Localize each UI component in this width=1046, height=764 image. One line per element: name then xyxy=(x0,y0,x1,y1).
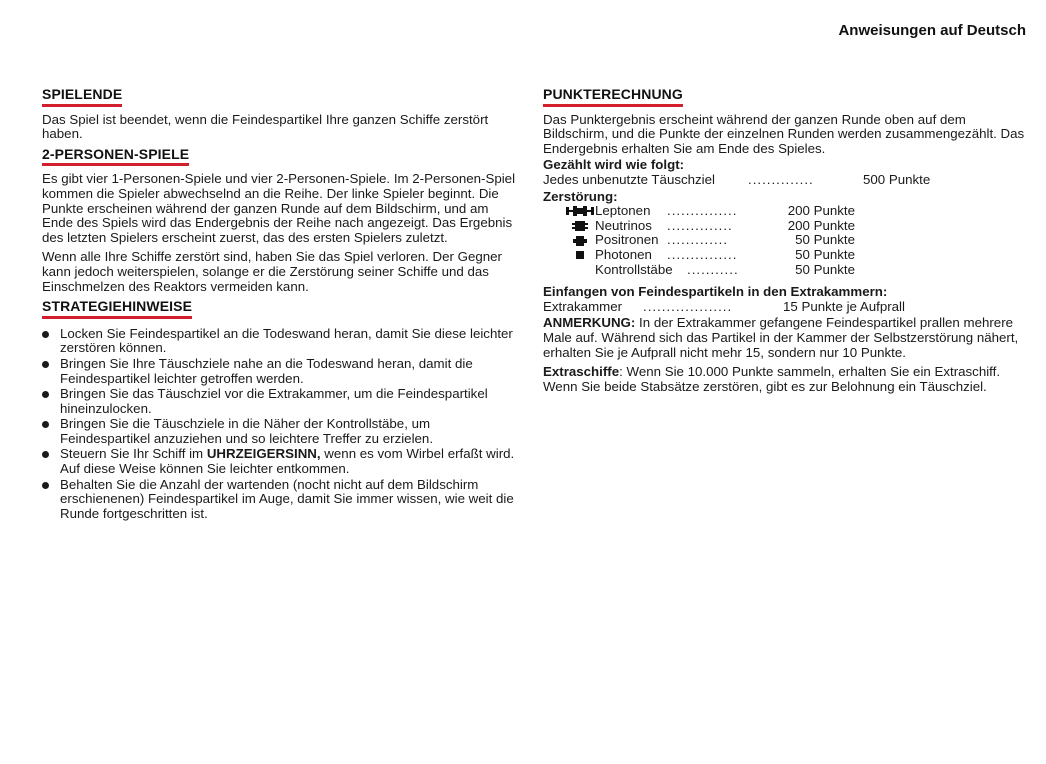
zwei-personen-paragraph-2: Wenn alle Ihre Schiffe zerstört sind, haben Sie das Spiel verloren. Der Gegner kann jedoch weiterspielen, solange er die Zerstörung seiner Schiffe und das Einschmelzen des Reaktors vermeiden kann. xyxy=(42,249,502,294)
strategy-tips-list xyxy=(42,327,522,522)
section-2-personen-spiele xyxy=(42,147,522,294)
score-row-taeuschziel: Jedes unbenutzte Täuschziel .............. 500 Punkte xyxy=(543,171,931,187)
heading-2-personen-spiele: 2-PERSONEN-SPIELE xyxy=(42,147,189,167)
list-item: Bringen Sie die Täuschziele in die Näher der Kontrollstäbe, um Feindespartikel anzuziehen und so leichtere Treffer zu erzielen. xyxy=(42,417,522,446)
page-header: Anweisungen auf Deutsch xyxy=(838,22,1026,39)
heading-strategiehinweise: STRATEGIEHINWEISE xyxy=(42,299,192,319)
positron-icon xyxy=(565,236,595,246)
score-row-leptonen: Leptonen ............... 200 Punkte xyxy=(565,204,1028,219)
anmerkung-paragraph: ANMERKUNG: In der Extrakammer gefangene Feindespartikel prallen mehrere Male auf. Während sich das Partikel in der Kammer der Selbstzerstörung nähert, erhalten Sie je Aufprall nicht mehr 15, sondern nur 10 Punkte. xyxy=(543,315,1019,360)
spielende-text: Das Spiel ist beendet, wenn die Feindespartikel Ihre ganzen Schiffe zerstört haben. xyxy=(42,111,489,142)
bullet-icon xyxy=(42,391,49,398)
extraschiffe-paragraph: Extraschiffe: Wenn Sie 10.000 Punkte sammeln, erhalten Sie ein Extraschiff. Wenn Sie beide Stabsätze zerstören, gibt es zur Belohnung ein Täuschziel. xyxy=(543,364,1001,394)
bullet-icon xyxy=(42,451,49,458)
heading-spielende: SPIELENDE xyxy=(42,87,122,107)
bullet-icon xyxy=(42,361,49,368)
heading-punkterechnung: PUNKTERECHNUNG xyxy=(543,87,683,107)
score-row-photonen: Photonen ............... 50 Punkte xyxy=(565,248,1028,263)
list-item: Behalten Sie die Anzahl der wartenden (nocht nicht auf dem Bildschirm erschienenen) Feindespartikel im Auge, damit Sie immer wissen, wie weit die Runde fortgeschritten ist. xyxy=(42,478,522,522)
bullet-icon xyxy=(42,421,49,428)
neutrino-icon xyxy=(565,221,595,231)
list-item: Steuern Sie Ihr Schiff im UHRZEIGERSINN, wenn es vom Wirbel erfaßt wird. Auf diese Weise können Sie leichter entkommen. xyxy=(42,447,522,476)
bullet-icon xyxy=(42,331,49,338)
section-strategiehinweise xyxy=(42,299,522,521)
zerstoerung-heading: Zerstörung: xyxy=(543,188,618,204)
score-row-neutrinos: Neutrinos .............. 200 Punkte xyxy=(565,219,1028,234)
einfangen-heading: Einfangen von Feindespartikeln in den Extrakammern: xyxy=(543,284,888,300)
punkterechnung-intro: Das Punktergebnis erscheint während der ganzen Runde oben auf dem Bildschirm, und die Punkte der einzelnen Runden werden zusammengezählt. Das Endergebnis erhalten Sie am Ende des Spieles. xyxy=(543,111,1025,156)
list-item: Bringen Sie das Täuschziel vor die Extrakammer, um die Feindespartikel hineinzulocken. xyxy=(42,387,522,416)
zerstoerung-table xyxy=(565,204,1028,277)
bullet-icon xyxy=(42,482,49,489)
gezaehlt-heading: Gezählt wird wie folgt: xyxy=(543,157,685,173)
lepton-icon xyxy=(565,206,595,216)
score-row-positronen: Positronen ............. 50 Punkte xyxy=(565,233,1028,248)
score-row-kontrollstaebe: Kontrollstäbe ........... 50 Punkte xyxy=(595,261,855,277)
photon-icon xyxy=(565,251,595,259)
list-item: Bringen Sie Ihre Täuschziele nahe an die Todeswand heran, damit die Feindespartikel leichter getroffen werden. xyxy=(42,357,522,386)
zwei-personen-paragraph-1: Es gibt vier 1-Personen-Spiele und vier 2-Personen-Spiele. Im 2-Personen-Spiel kommen die Spieler abwechselnd an die Reihe. Der linke Spieler beginnt. Die Punkte erscheinen während der ganzen Runde auf dem Bildschirm, und am Ende des Spiels wird das Endergebnis der Reihe nach angezeigt. Das Ergebnis des letzten Spielers erscheint zuerst, das des ersten Spielers zuletzt. xyxy=(42,171,516,245)
left-column xyxy=(42,87,522,523)
list-item: Locken Sie Feindespartikel an die Todeswand heran, damit Sie diese leichter zerstören können. xyxy=(42,327,522,356)
right-column xyxy=(543,87,1028,399)
section-spielende xyxy=(42,87,522,142)
score-row-extrakammer: Extrakammer ................... 15 Punkte je Aufprall xyxy=(543,298,905,314)
